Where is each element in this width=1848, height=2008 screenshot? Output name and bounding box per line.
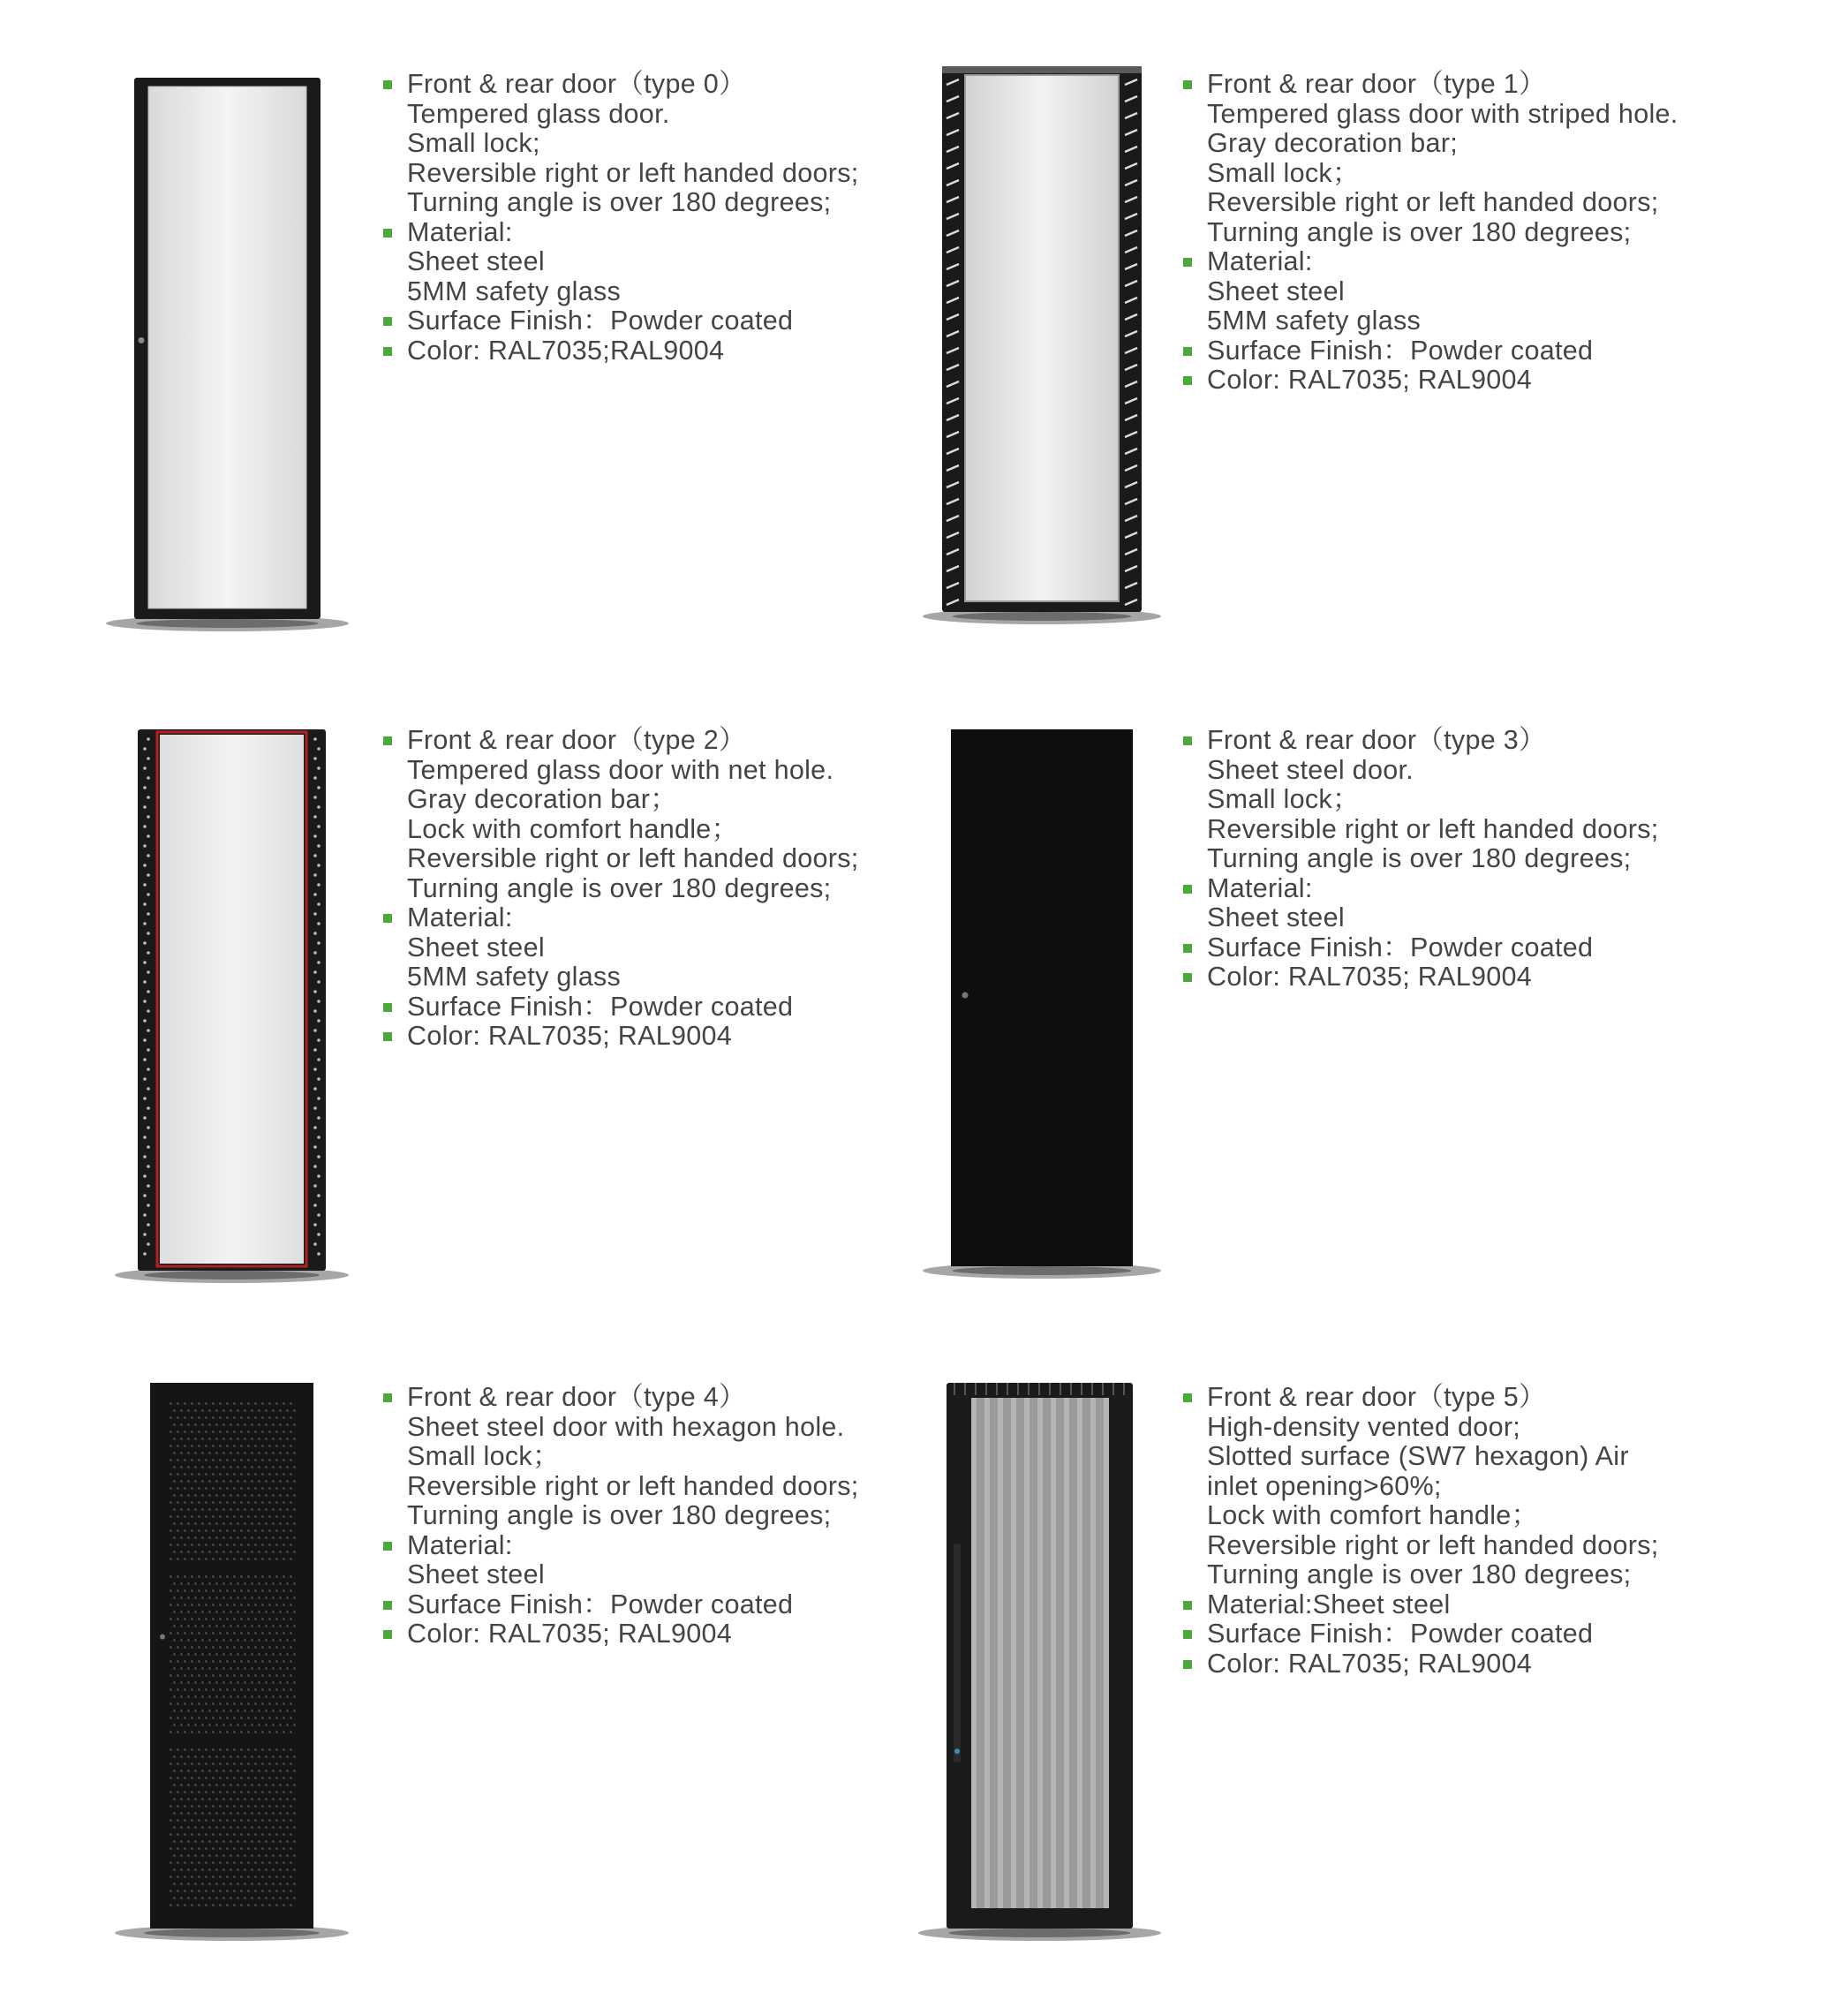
bullet-icon bbox=[383, 1630, 392, 1639]
net-hole bbox=[147, 1068, 150, 1071]
net-hole bbox=[143, 1233, 147, 1236]
top-fin bbox=[1113, 1383, 1114, 1395]
spec-item bbox=[383, 903, 948, 993]
net-hole bbox=[317, 786, 321, 789]
spec-text: Turning angle is over 180 degrees; bbox=[407, 1500, 832, 1530]
spec-item bbox=[1183, 874, 1748, 933]
door-type-2-image bbox=[124, 727, 340, 1287]
spec-text: Turning angle is over 180 degrees; bbox=[1207, 1559, 1632, 1589]
net-hole bbox=[147, 990, 150, 993]
vent-slot bbox=[971, 1398, 977, 1908]
net-hole bbox=[313, 970, 317, 974]
net-hole bbox=[143, 1077, 147, 1081]
top-fin bbox=[1070, 1383, 1072, 1395]
spec-text: Small lock； bbox=[1207, 157, 1360, 188]
net-hole bbox=[143, 747, 147, 751]
spec-heading: Color: RAL7035; RAL9004 bbox=[1207, 365, 1533, 395]
bullet-icon bbox=[383, 736, 392, 745]
net-hole bbox=[147, 873, 150, 877]
bullet-icon bbox=[383, 1542, 392, 1551]
net-hole bbox=[313, 815, 317, 819]
net-hole bbox=[147, 1048, 150, 1052]
net-hole bbox=[313, 737, 317, 741]
net-hole bbox=[317, 922, 321, 925]
net-hole bbox=[317, 1136, 321, 1139]
net-hole bbox=[313, 990, 317, 993]
spec-heading: Material: bbox=[407, 902, 513, 932]
net-hole bbox=[317, 1174, 321, 1178]
spec-text: 5MM safety glass bbox=[407, 962, 622, 992]
net-hole bbox=[317, 864, 321, 867]
top-fin bbox=[1123, 1383, 1125, 1395]
net-hole bbox=[147, 834, 150, 838]
net-hole bbox=[147, 932, 150, 935]
net-hole bbox=[143, 1038, 147, 1042]
spec-item bbox=[1183, 1383, 1748, 1590]
bullet-icon bbox=[1183, 376, 1192, 385]
comfort-handle bbox=[954, 1544, 961, 1762]
spec-text: Turning angle is over 180 degrees; bbox=[407, 187, 832, 217]
net-hole bbox=[317, 1038, 321, 1042]
spec-text: Tempered glass door with net hole. bbox=[407, 754, 834, 785]
net-hole bbox=[317, 747, 321, 751]
net-hole bbox=[313, 932, 317, 935]
spec-item bbox=[1183, 1619, 1748, 1649]
net-hole bbox=[147, 1242, 150, 1246]
net-hole bbox=[313, 796, 317, 799]
spec-item bbox=[1183, 247, 1748, 336]
spec-heading: Surface Finish：Powder coated bbox=[407, 306, 794, 336]
spec-text: 5MM safety glass bbox=[407, 276, 622, 306]
spec-text: Sheet steel bbox=[1207, 276, 1345, 306]
spec-text: Gray decoration bar； bbox=[407, 784, 678, 814]
spec-heading: Color: RAL7035;RAL9004 bbox=[407, 335, 725, 366]
net-hole bbox=[147, 796, 150, 799]
spec-item bbox=[383, 1383, 948, 1531]
net-hole bbox=[143, 1000, 147, 1003]
net-hole bbox=[317, 805, 321, 809]
net-hole bbox=[313, 1029, 317, 1032]
spec-item bbox=[383, 993, 948, 1023]
bullet-icon bbox=[1183, 1601, 1192, 1610]
spec-item bbox=[1183, 336, 1748, 366]
bullet-icon bbox=[383, 317, 392, 326]
net-hole bbox=[317, 766, 321, 770]
net-hole bbox=[313, 1048, 317, 1052]
vent-slot bbox=[998, 1398, 1003, 1908]
net-hole bbox=[147, 951, 150, 955]
spec-heading: Front & rear door（type 5） bbox=[1207, 1382, 1546, 1412]
spec-text: Sheet steel bbox=[407, 1559, 545, 1589]
spec-heading: Material: bbox=[407, 1529, 513, 1560]
net-hole bbox=[147, 815, 150, 819]
net-hole bbox=[313, 776, 317, 780]
spec-item bbox=[1183, 1590, 1748, 1620]
spec-heading: Front & rear door（type 1） bbox=[1207, 69, 1546, 99]
net-hole bbox=[317, 844, 321, 848]
net-hole bbox=[143, 941, 147, 945]
lock-icon bbox=[160, 1634, 165, 1639]
spec-item bbox=[383, 1590, 948, 1620]
spec-text: inlet opening>60%; bbox=[1207, 1470, 1442, 1501]
spec-text: Reversible right or left handed doors; bbox=[407, 157, 859, 188]
vent-slot bbox=[1077, 1398, 1082, 1908]
net-hole bbox=[143, 902, 147, 906]
bullet-icon bbox=[1183, 1660, 1192, 1669]
top-fin bbox=[985, 1383, 987, 1395]
bullet-icon bbox=[383, 914, 392, 923]
spec-text: Turning angle is over 180 degrees; bbox=[407, 872, 832, 903]
spec-heading: Material: bbox=[1207, 246, 1313, 276]
top-fin bbox=[975, 1383, 977, 1395]
spec-list-type-4 bbox=[383, 1383, 948, 1649]
bullet-icon bbox=[1183, 885, 1192, 894]
spec-heading: Color: RAL7035; RAL9004 bbox=[407, 1619, 733, 1649]
spec-heading: Surface Finish：Powder coated bbox=[407, 991, 794, 1022]
spec-text: Sheet steel bbox=[407, 246, 545, 276]
lock-icon bbox=[139, 337, 145, 343]
top-fin bbox=[1102, 1383, 1104, 1395]
glass-panel bbox=[160, 735, 304, 1264]
net-hole bbox=[143, 1252, 147, 1256]
net-hole bbox=[147, 1184, 150, 1188]
net-hole bbox=[313, 873, 317, 877]
net-hole bbox=[313, 1087, 317, 1091]
net-hole bbox=[143, 766, 147, 770]
net-hole bbox=[143, 805, 147, 809]
net-hole bbox=[147, 854, 150, 857]
net-hole bbox=[147, 893, 150, 896]
net-hole bbox=[317, 902, 321, 906]
spec-heading: Front & rear door（type 2） bbox=[407, 725, 746, 755]
door-type-5-image bbox=[927, 1380, 1152, 1945]
net-hole bbox=[313, 854, 317, 857]
bullet-icon bbox=[383, 1601, 392, 1610]
spec-heading: Color: RAL7035; RAL9004 bbox=[1207, 1648, 1533, 1679]
spec-heading: Color: RAL7035; RAL9004 bbox=[1207, 962, 1533, 992]
net-hole bbox=[143, 883, 147, 887]
spec-item bbox=[383, 218, 948, 307]
spec-text: Small lock； bbox=[1207, 784, 1360, 814]
spec-item bbox=[383, 70, 948, 218]
spec-heading: Surface Finish：Powder coated bbox=[1207, 335, 1594, 366]
net-hole bbox=[313, 1126, 317, 1129]
spec-text: Reversible right or left handed doors; bbox=[1207, 187, 1659, 217]
floor-shadow-core bbox=[948, 1929, 1130, 1937]
spec-text: Sheet steel bbox=[407, 932, 545, 962]
top-fin bbox=[1060, 1383, 1061, 1395]
bullet-icon bbox=[1183, 80, 1192, 89]
glass-panel bbox=[148, 87, 306, 608]
spec-list-type-3 bbox=[1183, 726, 1748, 993]
floor-shadow-core bbox=[953, 1266, 1132, 1275]
lock-icon bbox=[962, 993, 969, 999]
net-hole bbox=[317, 941, 321, 945]
floor-shadow-core bbox=[953, 612, 1132, 621]
spec-heading: Surface Finish：Powder coated bbox=[1207, 932, 1594, 962]
net-hole bbox=[313, 1145, 317, 1149]
spec-item bbox=[1183, 933, 1748, 963]
net-hole bbox=[147, 1145, 150, 1149]
net-hole bbox=[317, 1252, 321, 1256]
net-hole bbox=[143, 1174, 147, 1178]
door-type-0-image bbox=[115, 75, 340, 636]
floor-shadow-core bbox=[136, 619, 318, 628]
net-hole bbox=[313, 1106, 317, 1110]
floor-shadow-core bbox=[144, 1929, 320, 1937]
spec-item bbox=[1183, 726, 1748, 874]
spec-item bbox=[383, 726, 948, 903]
net-hole bbox=[313, 834, 317, 838]
net-hole bbox=[317, 1019, 321, 1023]
spec-text: Small lock; bbox=[407, 128, 540, 158]
net-hole bbox=[317, 1213, 321, 1217]
spec-text: Slotted surface (SW7 hexagon) Air bbox=[1207, 1441, 1629, 1471]
spec-heading: Color: RAL7035; RAL9004 bbox=[407, 1021, 733, 1051]
spec-item bbox=[383, 1619, 948, 1649]
bullet-icon bbox=[1183, 1630, 1192, 1639]
net-hole bbox=[317, 1155, 321, 1159]
net-hole bbox=[317, 1233, 321, 1236]
bullet-icon bbox=[383, 80, 392, 89]
spec-text: Sheet steel bbox=[1207, 902, 1345, 932]
spec-text: Tempered glass door. bbox=[407, 98, 670, 129]
net-hole bbox=[147, 1165, 150, 1168]
bullet-icon bbox=[1183, 736, 1192, 745]
net-hole bbox=[143, 1058, 147, 1061]
bullet-icon bbox=[1183, 258, 1192, 267]
net-hole bbox=[317, 883, 321, 887]
vent-slot bbox=[1051, 1398, 1056, 1908]
spec-heading: Material: bbox=[407, 216, 513, 247]
vent-slot bbox=[1090, 1398, 1096, 1908]
steel-panel bbox=[951, 729, 1133, 1266]
net-hole bbox=[317, 1097, 321, 1100]
spec-text: Turning angle is over 180 degrees; bbox=[1207, 216, 1632, 247]
glass-panel bbox=[965, 75, 1119, 601]
spec-item bbox=[383, 1531, 948, 1590]
net-hole bbox=[143, 1116, 147, 1120]
net-hole bbox=[147, 1204, 150, 1207]
net-hole bbox=[147, 1126, 150, 1129]
door-type-4-image bbox=[124, 1380, 340, 1945]
net-hole bbox=[317, 1116, 321, 1120]
spec-item bbox=[383, 306, 948, 336]
spec-heading: Surface Finish：Powder coated bbox=[1207, 1619, 1594, 1649]
net-hole bbox=[147, 737, 150, 741]
net-hole bbox=[147, 1009, 150, 1013]
net-hole bbox=[143, 1136, 147, 1139]
spec-text: Sheet steel door with hexagon hole. bbox=[407, 1411, 845, 1442]
lock-icon bbox=[954, 1748, 960, 1754]
spec-text: Lock with comfort handle； bbox=[407, 813, 739, 844]
net-hole bbox=[147, 1087, 150, 1091]
top-fin bbox=[954, 1383, 955, 1395]
net-hole bbox=[147, 912, 150, 916]
net-hole bbox=[143, 961, 147, 964]
top-fin bbox=[1028, 1383, 1030, 1395]
net-hole bbox=[317, 1058, 321, 1061]
net-hole bbox=[147, 1029, 150, 1032]
bullet-icon bbox=[1183, 973, 1192, 982]
spec-heading: Front & rear door（type 0） bbox=[407, 69, 746, 99]
spec-list-type-0 bbox=[383, 70, 948, 366]
top-fin bbox=[1091, 1383, 1093, 1395]
net-hole bbox=[313, 951, 317, 955]
spec-text: Reversible right or left handed doors; bbox=[407, 1470, 859, 1501]
top-fin bbox=[996, 1383, 998, 1395]
net-hole bbox=[317, 1000, 321, 1003]
net-hole bbox=[147, 970, 150, 974]
top-fin bbox=[1017, 1383, 1019, 1395]
spec-heading: Surface Finish：Powder coated bbox=[407, 1589, 794, 1619]
top-rail bbox=[942, 66, 1142, 73]
spec-text: Turning angle is over 180 degrees; bbox=[1207, 843, 1632, 873]
vent-slot bbox=[1011, 1398, 1016, 1908]
net-hole bbox=[143, 1019, 147, 1023]
vent-slot bbox=[984, 1398, 990, 1908]
spec-item bbox=[383, 336, 948, 366]
spec-item bbox=[1183, 962, 1748, 993]
bullet-icon bbox=[383, 347, 392, 356]
spec-text: 5MM safety glass bbox=[1207, 306, 1422, 336]
net-hole bbox=[143, 844, 147, 848]
door-type-1-image bbox=[932, 64, 1152, 629]
spec-text: Sheet steel door. bbox=[1207, 754, 1414, 785]
top-fin bbox=[1007, 1383, 1008, 1395]
top-fin bbox=[964, 1383, 966, 1395]
bullet-icon bbox=[383, 1003, 392, 1012]
net-hole bbox=[143, 1213, 147, 1217]
spec-text: Lock with comfort handle； bbox=[1207, 1500, 1539, 1530]
spec-item bbox=[1183, 70, 1748, 247]
net-hole bbox=[313, 1223, 317, 1227]
spec-text: Reversible right or left handed doors; bbox=[1207, 1529, 1659, 1560]
net-hole bbox=[147, 776, 150, 780]
bullet-icon bbox=[1183, 944, 1192, 953]
bullet-icon bbox=[383, 1032, 392, 1041]
vent-slot bbox=[1037, 1398, 1043, 1908]
net-hole bbox=[147, 1223, 150, 1227]
net-hole bbox=[313, 893, 317, 896]
net-hole bbox=[143, 1194, 147, 1197]
top-fin bbox=[1081, 1383, 1082, 1395]
net-hole bbox=[313, 912, 317, 916]
spec-list-type-2 bbox=[383, 726, 948, 1052]
net-hole bbox=[143, 1097, 147, 1100]
net-hole bbox=[317, 1194, 321, 1197]
net-hole bbox=[147, 757, 150, 760]
net-hole bbox=[143, 864, 147, 867]
net-hole bbox=[143, 980, 147, 984]
net-hole bbox=[143, 825, 147, 828]
floor-shadow-core bbox=[144, 1271, 320, 1280]
spec-heading: Material:Sheet steel bbox=[1207, 1589, 1451, 1619]
net-hole bbox=[313, 757, 317, 760]
spec-list-type-5 bbox=[1183, 1383, 1748, 1679]
net-hole bbox=[317, 1077, 321, 1081]
top-fin bbox=[1049, 1383, 1051, 1395]
spec-heading: Front & rear door（type 4） bbox=[407, 1382, 746, 1412]
net-hole bbox=[313, 1242, 317, 1246]
net-hole bbox=[317, 980, 321, 984]
spec-text: Reversible right or left handed doors; bbox=[407, 843, 859, 873]
spec-text: Reversible right or left handed doors; bbox=[1207, 813, 1659, 844]
net-hole bbox=[143, 922, 147, 925]
bullet-icon bbox=[1183, 1393, 1192, 1402]
net-hole bbox=[313, 1009, 317, 1013]
vent-slot bbox=[1104, 1398, 1109, 1908]
net-hole bbox=[143, 786, 147, 789]
spec-heading: Material: bbox=[1207, 872, 1313, 903]
bullet-icon bbox=[383, 229, 392, 238]
spec-text: High-density vented door; bbox=[1207, 1411, 1521, 1442]
net-hole bbox=[147, 1106, 150, 1110]
net-hole bbox=[313, 1184, 317, 1188]
spec-heading: Front & rear door（type 3） bbox=[1207, 725, 1546, 755]
door-type-3-image bbox=[932, 727, 1152, 1283]
net-hole bbox=[143, 1155, 147, 1159]
spec-text: Small lock； bbox=[407, 1441, 560, 1471]
net-hole bbox=[317, 961, 321, 964]
top-fin bbox=[1038, 1383, 1040, 1395]
net-hole bbox=[313, 1068, 317, 1071]
spec-list-type-1 bbox=[1183, 70, 1748, 396]
spec-item bbox=[383, 1022, 948, 1052]
spec-item bbox=[1183, 366, 1748, 396]
net-hole bbox=[313, 1204, 317, 1207]
vent-slot bbox=[1064, 1398, 1069, 1908]
spec-text: Tempered glass door with striped hole. bbox=[1207, 98, 1678, 129]
net-hole bbox=[313, 1165, 317, 1168]
vent-slot bbox=[1024, 1398, 1030, 1908]
bullet-icon bbox=[383, 1393, 392, 1402]
net-hole bbox=[317, 825, 321, 828]
spec-item bbox=[1183, 1649, 1748, 1680]
spec-text: Gray decoration bar; bbox=[1207, 128, 1459, 158]
bullet-icon bbox=[1183, 347, 1192, 356]
